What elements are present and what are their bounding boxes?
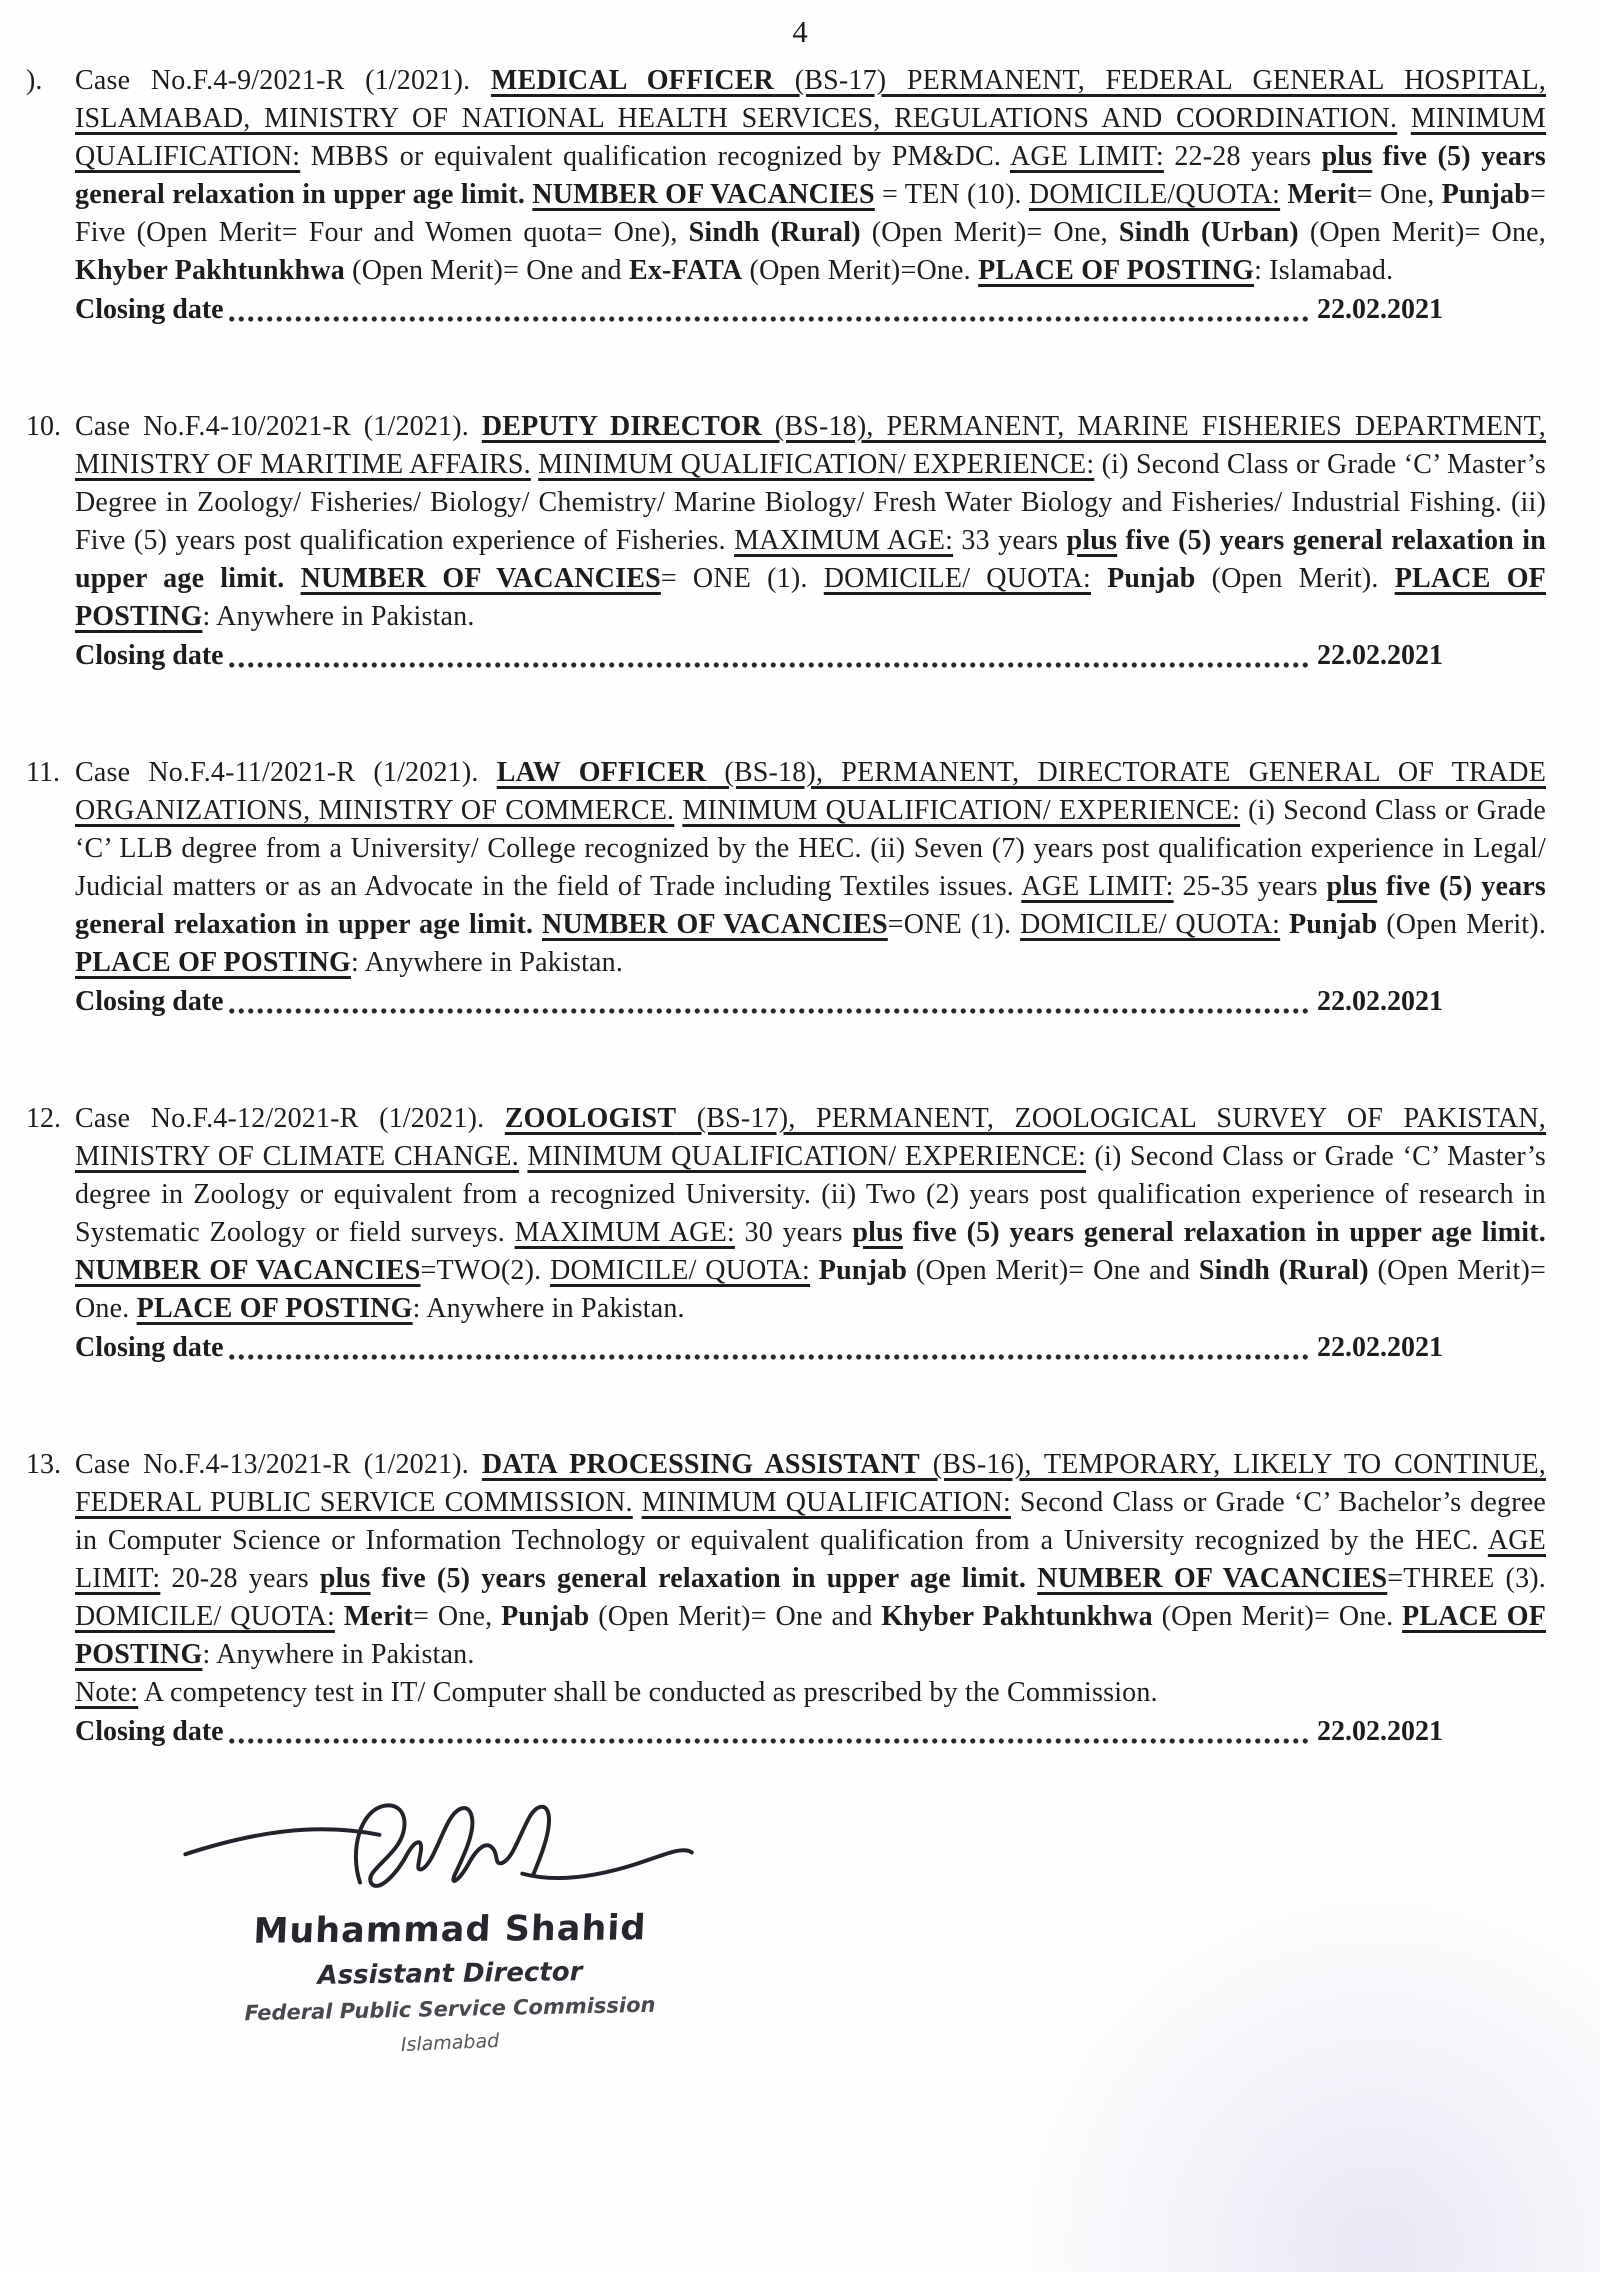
text-segment: Ex-FATA (628, 255, 743, 286)
closing-date-value: 22.02.2021 (1317, 294, 1444, 325)
case-body (75, 62, 1546, 330)
page-number: 4 (792, 14, 808, 49)
text-segment: =THREE (3). (1387, 1563, 1546, 1594)
text-segment: DOMICILE/ QUOTA: (1020, 909, 1281, 940)
text-segment: : Anywhere in Pakistan. (412, 1293, 685, 1324)
text-segment: Second Class or Grade ‘C’ Bachelor’s degree in Computer Science or Information Technology or equivalent qualification from a University recognized by the HEC. (75, 1487, 1546, 1556)
case-paragraph (75, 408, 1546, 636)
text-segment: NUMBER OF VACANCIES (532, 179, 875, 210)
text-segment: Punjab (818, 1255, 908, 1286)
signatory-title: Assistant Director (317, 1957, 583, 1991)
signatory-city: Islamabad (400, 2029, 500, 2057)
closing-date-value: 22.02.2021 (1317, 986, 1444, 1017)
text-segment: Merit (343, 1601, 414, 1632)
dotted-leader-icon (227, 1736, 1310, 1746)
case-body (75, 1446, 1546, 1752)
text-segment: PLACE OF POSTING (75, 563, 1546, 632)
text-segment: = One, (413, 1601, 502, 1632)
text-segment: (Open Merit)=One. (742, 255, 979, 286)
case-body (75, 408, 1546, 676)
text-segment (810, 1255, 819, 1286)
text-segment: plus (1321, 141, 1373, 172)
case-list (0, 50, 1600, 1752)
text-segment: NUMBER OF VACANCIES (75, 1255, 421, 1286)
text-segment: NUMBER OF VACANCIES (300, 563, 661, 594)
text-segment: DOMICILE/ QUOTA: (550, 1255, 811, 1286)
closing-date-row (75, 1712, 1443, 1752)
signature-stroke-icon (170, 1766, 730, 1916)
text-segment: (i) Second Class or Grade ‘C’ Master’s degree in Zoology or equivalent from a recognized University. (ii) Two (2) years post qualification experience of research in Systematic Zoology or field surveys. (75, 1141, 1547, 1248)
text-segment: Sindh (Urban) (1118, 217, 1299, 248)
closing-date-row (75, 1328, 1443, 1368)
case-paragraph (75, 62, 1546, 290)
text-segment: (Open Merit)= One. (75, 1255, 1546, 1324)
text-segment: MEDICAL OFFICER (490, 65, 775, 96)
closing-date-row (75, 636, 1443, 676)
text-segment: (BS-18), PERMANENT, MARINE FISHERIES DEPARTMENT, MINISTRY OF MARITIME AFFAIRS. (75, 411, 1546, 480)
text-segment: 33 years (953, 525, 1067, 556)
text-segment: 20-28 years (160, 1563, 320, 1594)
case-body (75, 754, 1546, 1022)
dotted-leader-icon (227, 1352, 1310, 1362)
text-segment: LAW OFFICER (496, 757, 707, 788)
text-segment: MBBS or equivalent qualification recognized by PM&DC. (300, 141, 1010, 172)
text-segment: = TEN (10). (874, 179, 1029, 210)
text-segment: (Open Merit)= One and (907, 1255, 1199, 1286)
text-segment: Sindh (Rural) (688, 217, 861, 248)
text-segment: (Open Merit)= One and (344, 255, 629, 286)
text-segment: PLACE OF POSTING (75, 947, 351, 978)
case-number: 10. (26, 411, 61, 442)
closing-date-label: Closing date (75, 1716, 224, 1747)
text-segment: PLACE OF POSTING (978, 255, 1255, 286)
text-segment: Merit (1287, 179, 1357, 210)
closing-date-value: 22.02.2021 (1317, 1332, 1444, 1363)
text-segment: : Anywhere in Pakistan. (350, 947, 624, 978)
closing-date-value: 22.02.2021 (1317, 1716, 1444, 1747)
text-segment: AGE LIMIT: (1009, 141, 1164, 172)
text-segment: ZOOLOGIST (504, 1103, 677, 1134)
text-segment: five (5) years general relaxation in upper age limit. (370, 1563, 1038, 1594)
text-segment: PLACE OF POSTING (136, 1293, 413, 1324)
note-line (75, 1674, 1546, 1712)
text-segment: =ONE (1). (887, 909, 1021, 940)
text-segment: : Anywhere in Pakistan. (202, 601, 475, 632)
text-segment: : Islamabad. (1254, 255, 1394, 286)
text-segment: Case No.F.4-11/2021-R (1/2021). (75, 757, 497, 788)
text-segment: five (5) years general relaxation in upper age limit. (75, 525, 1547, 594)
text-segment: =TWO(2). (420, 1255, 551, 1286)
text-segment: Sindh (Rural) (1198, 1255, 1369, 1286)
closing-date-label: Closing date (75, 1332, 224, 1363)
text-segment: (i) Second Class or Grade ‘C’ LLB degree from a University/ College recognized by the HEC. (ii) Seven (7) years post qualification experience in Legal/ Judicial matters or as an Advocate in the field of Trade including Textiles issues. (75, 795, 1547, 902)
closing-date-value: 22.02.2021 (1317, 640, 1444, 671)
case-item (26, 62, 1546, 330)
text-segment: A competency test in IT/ Computer shall be conducted as prescribed by the Commission. (138, 1677, 1158, 1708)
text-segment: Punjab (1441, 179, 1531, 210)
text-segment: Note: (75, 1677, 139, 1708)
text-segment: plus (852, 1217, 903, 1248)
text-segment (335, 1601, 344, 1632)
case-paragraph (75, 1446, 1546, 1674)
text-segment: Case No.F.4-12/2021-R (1/2021). (75, 1103, 505, 1134)
text-segment: Punjab (501, 1601, 590, 1632)
text-segment: DOMICILE/ QUOTA: (75, 1601, 335, 1632)
text-segment: PLACE OF POSTING (75, 1601, 1546, 1670)
text-segment: Case No.F.4-13/2021-R (1/2021). (75, 1449, 482, 1480)
text-segment (1280, 909, 1289, 940)
text-segment: plus (1326, 871, 1378, 902)
case-item (26, 754, 1546, 1022)
case-paragraph (75, 754, 1546, 982)
text-segment: AGE LIMIT: (1021, 871, 1174, 902)
dotted-leader-icon (227, 1006, 1310, 1016)
text-segment: NUMBER OF VACANCIES (542, 909, 888, 940)
text-segment: Case No.F.4-10/2021-R (1/2021). (75, 411, 482, 442)
text-segment: Case No.F.4-9/2021-R (1/2021). (75, 65, 491, 96)
case-item (26, 1100, 1546, 1368)
text-segment (1397, 103, 1411, 134)
signatory-org: Federal Public Service Commission (244, 1992, 656, 2026)
closing-date-label: Closing date (75, 640, 224, 671)
case-number: 12. (26, 1103, 61, 1134)
case-item (26, 1446, 1546, 1752)
text-segment: Khyber Pakhtunkhwa (75, 255, 345, 286)
text-segment: MAXIMUM AGE: (514, 1217, 735, 1248)
text-segment: DOMICILE/QUOTA: (1028, 179, 1281, 210)
closing-date-row (75, 982, 1443, 1022)
text-segment: (Open Merit)= One, (860, 217, 1119, 248)
closing-date-row (75, 290, 1443, 330)
text-segment: (Open Merit)= One, (1298, 217, 1546, 248)
dotted-leader-icon (227, 314, 1310, 324)
closing-date-label: Closing date (75, 986, 224, 1017)
case-number: ). (26, 65, 43, 96)
text-segment: Punjab (1107, 563, 1196, 594)
text-segment: (BS-17) PERMANENT, FEDERAL GENERAL HOSPITAL, ISLAMABAD, MINISTRY OF NATIONAL HEALTH SERVICES, REGULATIONS AND COORDINATION. (75, 65, 1546, 134)
text-segment: MINIMUM QUALIFICATION: (641, 1487, 1011, 1518)
case-body (75, 1100, 1546, 1368)
text-segment (633, 1487, 642, 1518)
text-segment: five (5) years general relaxation in upper age limit. (75, 871, 1546, 940)
text-segment: Khyber Pakhtunkhwa (881, 1601, 1153, 1632)
case-number: 13. (26, 1449, 61, 1480)
text-segment: NUMBER OF VACANCIES (1037, 1563, 1388, 1594)
text-segment: plus (1066, 525, 1118, 556)
text-segment: 30 years (734, 1217, 853, 1248)
text-segment: (BS-17), PERMANENT, ZOOLOGICAL SURVEY OF PAKISTAN, MINISTRY OF CLIMATE CHANGE. (75, 1103, 1546, 1172)
text-segment: plus (319, 1563, 371, 1594)
text-segment: MINIMUM QUALIFICATION/ EXPERIENCE: (538, 449, 1095, 480)
closing-date-label: Closing date (75, 294, 224, 325)
text-segment: (i) Second Class or Grade ‘C’ Master’s Degree in Zoology/ Fisheries/ Biology/ Chemistry/ Marine Biology/ Fresh Water Biology and Fisheries/ Industrial Fishing. (ii) Five (5) years post qualification experience of Fisheries. (75, 449, 1547, 556)
text-segment: = One, (1356, 179, 1442, 210)
signatory-name: Muhammad Shahid (252, 1908, 648, 1952)
text-segment: 22-28 years (1163, 141, 1322, 172)
text-segment: MAXIMUM AGE: (734, 525, 954, 556)
text-segment: five (5) years general relaxation in upper age limit. (75, 141, 1546, 210)
text-segment: (Open Merit)= One. (1152, 1601, 1403, 1632)
text-segment: = Five (Open Merit= Four and Women quota= One), (75, 179, 1547, 248)
text-segment: five (5) years general relaxation in upper age limit. (902, 1217, 1546, 1248)
text-segment: MINIMUM QUALIFICATION/ EXPERIENCE: (527, 1141, 1086, 1172)
signature-block (170, 1766, 730, 2057)
text-segment: Punjab (1289, 909, 1378, 940)
text-segment: AGE LIMIT: (75, 1525, 1546, 1594)
text-segment: (BS-18), PERMANENT, DIRECTORATE GENERAL OF TRADE ORGANIZATIONS, MINISTRY OF COMMERCE. (75, 757, 1546, 826)
case-item (26, 408, 1546, 676)
text-segment: 25-35 years (1173, 871, 1327, 902)
text-segment: (Open Merit)= One and (589, 1601, 882, 1632)
text-segment: DOMICILE/ QUOTA: (823, 563, 1092, 594)
text-segment: : Anywhere in Pakistan. (202, 1639, 475, 1670)
text-segment: (Open Merit). (1195, 563, 1395, 594)
dotted-leader-icon (227, 660, 1310, 670)
text-segment: (Open Merit). (1377, 909, 1547, 940)
text-segment: = ONE (1). (660, 563, 824, 594)
case-paragraph (75, 1100, 1546, 1328)
text-segment: DATA PROCESSING ASSISTANT (481, 1449, 920, 1480)
text-segment (1091, 563, 1107, 594)
text-segment: DEPUTY DIRECTOR (481, 411, 762, 442)
text-segment: MINIMUM QUALIFICATION/ EXPERIENCE: (682, 795, 1241, 826)
text-segment: (BS-16), TEMPORARY, LIKELY TO CONTINUE, FEDERAL PUBLIC SERVICE COMMISSION. (75, 1449, 1546, 1518)
case-number: 11. (26, 757, 60, 788)
text-segment: MINIMUM QUALIFICATION: (75, 103, 1546, 172)
